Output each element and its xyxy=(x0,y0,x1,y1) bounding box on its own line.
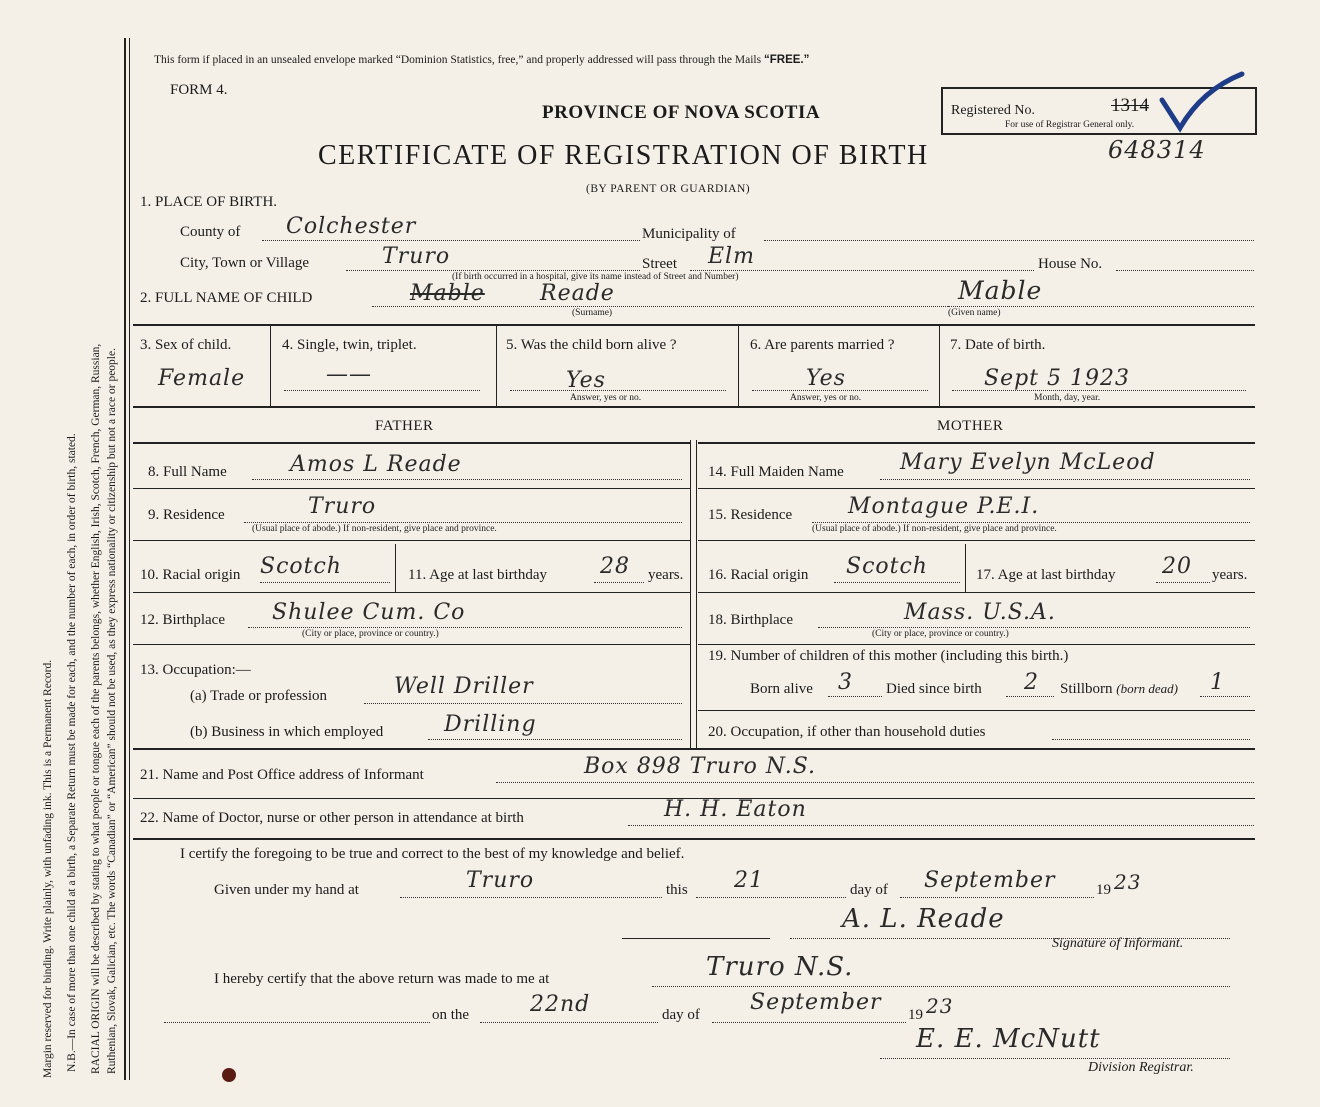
on-month-value: September xyxy=(750,990,882,1015)
father-trade-label: (a) Trade or profession xyxy=(190,688,328,704)
on-year-value: 23 xyxy=(926,994,954,1018)
given-year-prefix: 19 xyxy=(1096,882,1111,898)
column-divider-left xyxy=(690,440,691,748)
informant-label: 21. Name and Post Office address of Informant xyxy=(140,767,424,783)
registered-value: 1314 xyxy=(1111,95,1149,116)
mother-name-label: 14. Full Maiden Name xyxy=(708,464,844,480)
mother-heading: MOTHER xyxy=(937,418,1004,434)
house-number-label: House No. xyxy=(1038,256,1103,272)
father-name-value: Amos L Reade xyxy=(290,452,462,477)
city-label: City, Town or Village xyxy=(180,255,310,271)
mother-residence-note: (Usual place of abode.) If non-resident, give place and province. xyxy=(812,524,1057,534)
mother-birthplace-label: 18. Birthplace xyxy=(708,612,793,628)
row3-bottom-rule xyxy=(133,406,1255,408)
city-value: Truro xyxy=(382,244,451,269)
stillborn-value: 1 xyxy=(1210,670,1225,695)
born-alive-value: Yes xyxy=(566,368,606,393)
place-of-birth-heading: 1. PLACE OF BIRTH. xyxy=(140,194,278,210)
stillborn-label: Stillborn (born dead) xyxy=(1060,681,1179,697)
born-alive-note: Answer, yes or no. xyxy=(570,393,642,403)
parents-married-note: Answer, yes or no. xyxy=(790,393,862,403)
child-given-name-value: Mable xyxy=(958,276,1043,305)
street-label: Street xyxy=(642,256,677,272)
father-heading: FATHER xyxy=(375,418,434,434)
father-age-value: 28 xyxy=(600,554,630,579)
return-place-value: Truro N.S. xyxy=(706,952,854,982)
father-birthplace-label: 12. Birthplace xyxy=(140,612,225,628)
doctor-label: 22. Name of Doctor, nurse or other person in attendance at birth xyxy=(140,810,524,826)
on-year-prefix: 19 xyxy=(908,1007,923,1023)
parents-married-value: Yes xyxy=(806,366,846,391)
handwritten-file-number: 648314 xyxy=(1108,136,1206,164)
mother-residence-label: 15. Residence xyxy=(708,507,793,523)
province-heading: PROVINCE OF NOVA SCOTIA xyxy=(542,102,821,123)
on-the-label: on the xyxy=(432,1007,470,1023)
postal-note: This form if placed in an unsealed envelope marked “Dominion Statistics, free,” and properly addressed will pass through the Mails “FREE.” xyxy=(154,54,810,66)
plurality-value: —— xyxy=(326,362,372,387)
municipality-label: Municipality of xyxy=(642,226,736,242)
born-alive-count-label: Born alive xyxy=(750,681,813,697)
father-name-label: 8. Full Name xyxy=(148,464,227,480)
hospital-note: (If birth occurred in a hospital, give its name instead of Street and Number) xyxy=(452,272,739,282)
given-name-note: (Given name) xyxy=(948,308,1001,318)
father-residence-note: (Usual place of abode.) If non-resident, give place and province. xyxy=(252,524,497,534)
children-count-label: 19. Number of children of this mother (including this birth.) xyxy=(708,648,1069,664)
margin-note-multiple-births: N.B.—In case of more than one child at a birth, a Separate Return must be made for each, and the number of each, in order of birth, stated. xyxy=(66,433,78,1072)
informant-signature-label: Signature of Informant. xyxy=(1052,936,1184,951)
county-label: County of xyxy=(180,224,241,240)
given-year-value: 23 xyxy=(1114,870,1142,894)
born-alive-label: 5. Was the child born alive ? xyxy=(506,337,677,353)
on-day-value: 22nd xyxy=(530,992,591,1017)
date-of-birth-value: Sept 5 1923 xyxy=(984,366,1130,391)
father-racial-origin-label: 10. Racial origin xyxy=(140,567,241,583)
margin-rule-inner xyxy=(129,38,130,1080)
died-since-birth-label: Died since birth xyxy=(886,681,982,697)
date-of-birth-note: Month, day, year. xyxy=(1034,393,1101,403)
mother-residence-value: Montague P.E.I. xyxy=(848,494,1040,519)
margin-note-nationality: Ruthenian, Slovak, Galician, etc. The words “Canadian” or “American” should not be used, as they express nationality or citizenship but not a race or people. xyxy=(106,348,118,1074)
father-residence-value: Truro xyxy=(308,494,377,519)
given-under-hand-label: Given under my hand at xyxy=(214,882,359,898)
informant-signature: A. L. Reade xyxy=(842,904,1005,934)
check-mark-icon xyxy=(1150,70,1250,140)
given-month-value: September xyxy=(924,868,1056,893)
mother-name-value: Mary Evelyn McLeod xyxy=(900,450,1156,475)
given-day-value: 21 xyxy=(734,868,764,893)
mother-age-value: 20 xyxy=(1162,554,1192,579)
father-business-value: Drilling xyxy=(444,712,537,737)
date-of-birth-label: 7. Date of birth. xyxy=(950,337,1046,353)
born-alive-count-value: 3 xyxy=(838,670,853,695)
mother-racial-origin-value: Scotch xyxy=(846,554,928,579)
on-day-of-label: day of xyxy=(662,1007,700,1023)
child-name-label: 2. FULL NAME OF CHILD xyxy=(140,290,313,306)
father-age-label: 11. Age at last birthday xyxy=(408,567,547,583)
mother-racial-origin-label: 16. Racial origin xyxy=(708,567,809,583)
doctor-value: H. H. Eaton xyxy=(664,797,807,822)
page-subtitle: (BY PARENT OR GUARDIAN) xyxy=(586,183,751,195)
return-made-label: I hereby certify that the above return was made to me at xyxy=(214,971,550,987)
father-birthplace-value: Shulee Cum. Co xyxy=(272,600,466,625)
row3-top-rule xyxy=(133,324,1255,326)
county-value: Colchester xyxy=(286,214,417,239)
parents-married-label: 6. Are parents married ? xyxy=(750,337,895,353)
registrar-signature: E. E. McNutt xyxy=(916,1024,1101,1054)
child-surname-struck: Mable xyxy=(410,281,485,306)
mother-age-unit: years. xyxy=(1212,567,1248,583)
mother-birthplace-note: (City or place, province or country.) xyxy=(872,629,1009,639)
mother-birthplace-value: Mass. U.S.A. xyxy=(904,600,1056,625)
given-place-value: Truro xyxy=(466,868,535,893)
form-number: FORM 4. xyxy=(170,82,228,98)
sex-label: 3. Sex of child. xyxy=(140,337,232,353)
street-value: Elm xyxy=(708,244,755,269)
father-racial-origin-value: Scotch xyxy=(260,554,342,579)
registered-label: Registered No. xyxy=(951,103,1035,118)
father-residence-label: 9. Residence xyxy=(148,507,225,523)
father-trade-value: Well Driller xyxy=(394,674,534,699)
column-divider-right xyxy=(696,440,697,748)
margin-rule-outer xyxy=(124,38,126,1080)
given-day-of-label: day of xyxy=(850,882,888,898)
sex-value: Female xyxy=(158,366,246,391)
given-this-label: this xyxy=(666,882,688,898)
ink-blot xyxy=(222,1068,236,1082)
informant-value: Box 898 Truro N.S. xyxy=(584,754,817,779)
died-since-birth-value: 2 xyxy=(1024,670,1039,695)
certification-statement: I certify the foregoing to be true and correct to the best of my knowledge and belief. xyxy=(180,846,685,862)
mother-age-label: 17. Age at last birthday xyxy=(976,567,1116,583)
plurality-label: 4. Single, twin, triplet. xyxy=(282,337,417,353)
surname-note: (Surname) xyxy=(572,308,613,318)
child-surname-value: Reade xyxy=(540,281,615,306)
father-occupation-label: 13. Occupation:— xyxy=(140,662,251,678)
margin-note-racial-origin: RACIAL ORIGIN will be described by stating to what people or tongue each of the parents belongs, whether English, Irish, Scotch, French, German, Russian, xyxy=(90,343,102,1074)
mother-occupation-label: 20. Occupation, if other than household duties xyxy=(708,724,986,740)
margin-note-binding: Margin reserved for binding. Write plainly, with unfading ink. This is a Permanent Record. xyxy=(42,659,54,1078)
page-title: CERTIFICATE OF REGISTRATION OF BIRTH xyxy=(318,140,929,171)
father-business-label: (b) Business in which employed xyxy=(190,724,384,740)
father-birthplace-note: (City or place, province or country.) xyxy=(302,629,439,639)
division-registrar-label: Division Registrar. xyxy=(1088,1060,1194,1075)
registrar-only-note: For use of Registrar General only. xyxy=(1005,120,1135,130)
father-age-unit: years. xyxy=(648,567,684,583)
